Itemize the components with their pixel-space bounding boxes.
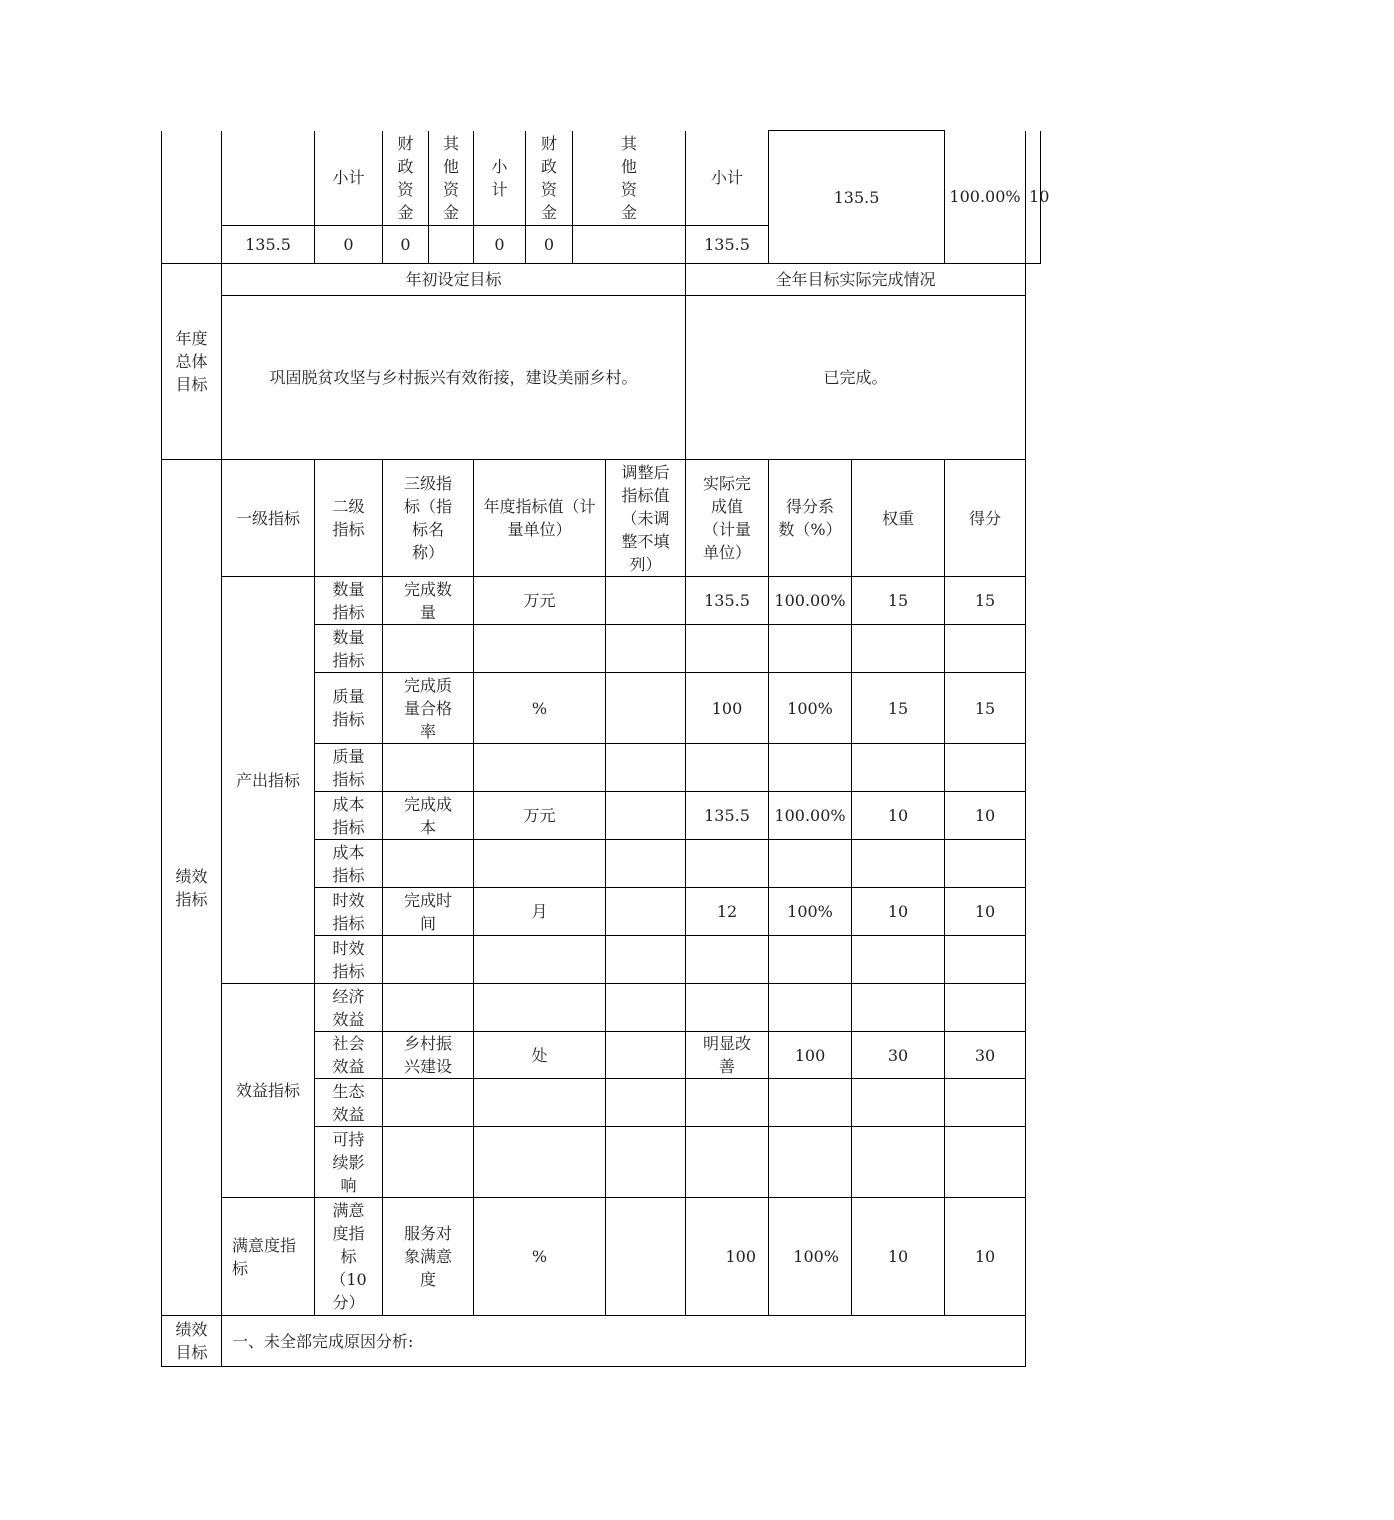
score-cell: 10 (945, 888, 1026, 936)
score-cell (945, 744, 1026, 792)
funding-value-cell: 135.5 (686, 226, 769, 264)
funding-value-cell: 135.5 (222, 226, 315, 264)
header-score-coef: 得分系 数（%） (769, 460, 852, 577)
annual-value-cell (474, 984, 606, 1032)
score-coef-cell: 100% (769, 1198, 852, 1316)
actual-value-cell (686, 984, 769, 1032)
level2-cell: 成本 指标 (315, 840, 383, 888)
header-actual-value: 实际完 成值 （计量 单位） (686, 460, 769, 577)
score-coef-cell (769, 984, 852, 1032)
header-score: 得分 (945, 460, 1026, 577)
adjusted-value-cell (606, 792, 686, 840)
indicator-header-row (162, 460, 1041, 577)
actual-value-cell (686, 744, 769, 792)
score-cell: 15 (945, 673, 1026, 744)
adjusted-value-cell (606, 744, 686, 792)
level3-cell (383, 840, 474, 888)
score-cell (945, 936, 1026, 984)
funding-value-cell (429, 226, 474, 264)
funding-blank-header (222, 131, 315, 226)
level2-cell: 成本 指标 (315, 792, 383, 840)
funding-actual-value: 135.5 (769, 131, 945, 264)
evaluation-table (161, 130, 1050, 1367)
annual-goals-label: 年度 总体 目标 (162, 264, 222, 460)
actual-value-cell (686, 1127, 769, 1198)
annual-value-cell (474, 936, 606, 984)
adjusted-value-cell (606, 673, 686, 744)
actual-value-cell: 明显改 善 (686, 1032, 769, 1079)
weight-cell: 30 (852, 1032, 945, 1079)
adjusted-value-cell (606, 1198, 686, 1316)
weight-cell (852, 984, 945, 1032)
annual-value-cell (474, 1127, 606, 1198)
level2-cell: 数量 指标 (315, 625, 383, 673)
score-cell: 10 (945, 792, 1026, 840)
score-cell (945, 1127, 1026, 1198)
funding-score: 10 (1026, 131, 1041, 264)
funding-header-cell: 其 他 资 金 (429, 131, 474, 226)
annual-goals-content-row (162, 296, 1041, 460)
score-coef-cell: 100.00% (769, 577, 852, 625)
level3-cell: 乡村振 兴建设 (383, 1032, 474, 1079)
score-coef-cell: 100% (769, 888, 852, 936)
level2-cell: 时效 指标 (315, 936, 383, 984)
actual-value-cell: 100 (686, 673, 769, 744)
score-coef-cell (769, 625, 852, 673)
adjusted-value-cell (606, 1127, 686, 1198)
level3-cell (383, 984, 474, 1032)
funding-execution-rate: 100.00% (945, 131, 1026, 264)
adjusted-value-cell (606, 840, 686, 888)
level2-cell: 可持 续影 响 (315, 1127, 383, 1198)
indicator-row (162, 1198, 1041, 1316)
header-level1: 一级指标 (222, 460, 315, 577)
level2-cell: 质量 指标 (315, 673, 383, 744)
score-cell (945, 1079, 1026, 1127)
actual-value-cell (686, 936, 769, 984)
weight-cell (852, 936, 945, 984)
level3-cell: 服务对 象满意 度 (383, 1198, 474, 1316)
level2-cell: 数量 指标 (315, 577, 383, 625)
footer-row (162, 1316, 1041, 1367)
annual-value-cell: 万元 (474, 792, 606, 840)
level2-cell: 社会 效益 (315, 1032, 383, 1079)
score-coef-cell (769, 840, 852, 888)
performance-section-label: 绩效 指标 (162, 460, 222, 1316)
group-label-benefit: 效益指标 (222, 984, 315, 1198)
funding-value-cell: 0 (383, 226, 429, 264)
adjusted-value-cell (606, 577, 686, 625)
funding-value-cell: 0 (315, 226, 383, 264)
weight-cell (852, 840, 945, 888)
header-adjusted-value: 调整后 指标值 （未调 整不填 列） (606, 460, 686, 577)
annual-value-cell: 月 (474, 888, 606, 936)
weight-cell: 15 (852, 577, 945, 625)
funding-header-cell: 财 政 资 金 (383, 131, 429, 226)
weight-cell (852, 744, 945, 792)
score-coef-cell: 100% (769, 673, 852, 744)
weight-cell: 10 (852, 792, 945, 840)
adjusted-value-cell (606, 1079, 686, 1127)
level3-cell (383, 1127, 474, 1198)
funding-header-cell: 小 计 (474, 131, 526, 226)
weight-cell: 15 (852, 673, 945, 744)
score-cell: 30 (945, 1032, 1026, 1079)
score-coef-cell (769, 1127, 852, 1198)
funding-value-cell: 0 (474, 226, 526, 264)
group-label-output: 产出指标 (222, 577, 315, 984)
footer-section-label: 绩效 目标 (162, 1316, 222, 1367)
score-cell (945, 625, 1026, 673)
weight-cell: 10 (852, 888, 945, 936)
header-level3: 三级指 标（指 标名 称） (383, 460, 474, 577)
level3-cell: 完成时 间 (383, 888, 474, 936)
incomplete-reason-analysis: 一、未全部完成原因分析: (222, 1316, 1026, 1367)
annual-value-cell (474, 625, 606, 673)
weight-cell (852, 1127, 945, 1198)
weight-cell (852, 1079, 945, 1127)
actual-value-cell (686, 1079, 769, 1127)
annual-value-cell (474, 1079, 606, 1127)
funding-value-cell (573, 226, 686, 264)
annual-value-cell: 万元 (474, 577, 606, 625)
level3-cell: 完成质 量合格 率 (383, 673, 474, 744)
actual-value-cell (686, 840, 769, 888)
funding-header-cell: 小计 (315, 131, 383, 226)
annual-value-cell: 处 (474, 1032, 606, 1079)
funding-header-cell: 小计 (686, 131, 769, 226)
weight-cell: 10 (852, 1198, 945, 1316)
level2-cell: 满意 度指 标 （10 分） (315, 1198, 383, 1316)
level2-cell: 质量 指标 (315, 744, 383, 792)
header-weight: 权重 (852, 460, 945, 577)
indicator-row (162, 984, 1041, 1032)
annual-value-cell (474, 840, 606, 888)
actual-goal-header: 全年目标实际完成情况 (686, 264, 1026, 296)
level3-cell: 完成成 本 (383, 792, 474, 840)
score-coef-cell (769, 936, 852, 984)
indicator-row (162, 577, 1041, 625)
annual-value-cell: % (474, 1198, 606, 1316)
funding-section-label (162, 131, 222, 264)
actual-value-cell: 135.5 (686, 577, 769, 625)
adjusted-value-cell (606, 625, 686, 673)
adjusted-value-cell (606, 888, 686, 936)
level2-cell: 时效 指标 (315, 888, 383, 936)
level2-cell: 生态 效益 (315, 1079, 383, 1127)
actual-value-cell: 12 (686, 888, 769, 936)
funding-header-cell: 财 政 资 金 (526, 131, 573, 226)
actual-value-cell: 100 (686, 1198, 769, 1316)
score-coef-cell: 100.00% (769, 792, 852, 840)
funding-value-cell: 0 (526, 226, 573, 264)
header-level2: 二级 指标 (315, 460, 383, 577)
funding-header-cell: 其 他 资 金 (573, 131, 686, 226)
level3-cell (383, 1079, 474, 1127)
score-cell: 15 (945, 577, 1026, 625)
annual-goals-header-row (162, 264, 1041, 296)
level2-cell: 经济 效益 (315, 984, 383, 1032)
funding-header-row (162, 131, 1041, 226)
score-coef-cell (769, 744, 852, 792)
level3-cell: 完成数 量 (383, 577, 474, 625)
planned-goal-header: 年初设定目标 (222, 264, 686, 296)
level3-cell (383, 744, 474, 792)
header-annual-value: 年度指标值（计 量单位） (474, 460, 606, 577)
level3-cell (383, 625, 474, 673)
adjusted-value-cell (606, 1032, 686, 1079)
weight-cell (852, 625, 945, 673)
actual-goal-text: 已完成。 (686, 296, 1026, 460)
actual-value-cell: 135.5 (686, 792, 769, 840)
performance-evaluation-form (161, 130, 1050, 1366)
annual-value-cell (474, 744, 606, 792)
score-cell: 10 (945, 1198, 1026, 1316)
score-coef-cell (769, 1079, 852, 1127)
score-cell (945, 840, 1026, 888)
adjusted-value-cell (606, 936, 686, 984)
annual-value-cell: % (474, 673, 606, 744)
level3-cell (383, 936, 474, 984)
group-label-satisfaction: 满意度指 标 (222, 1198, 315, 1316)
planned-goal-text: 巩固脱贫攻坚与乡村振兴有效衔接，建设美丽乡村。 (222, 296, 686, 460)
score-cell (945, 984, 1026, 1032)
actual-value-cell (686, 625, 769, 673)
adjusted-value-cell (606, 984, 686, 1032)
score-coef-cell: 100 (769, 1032, 852, 1079)
